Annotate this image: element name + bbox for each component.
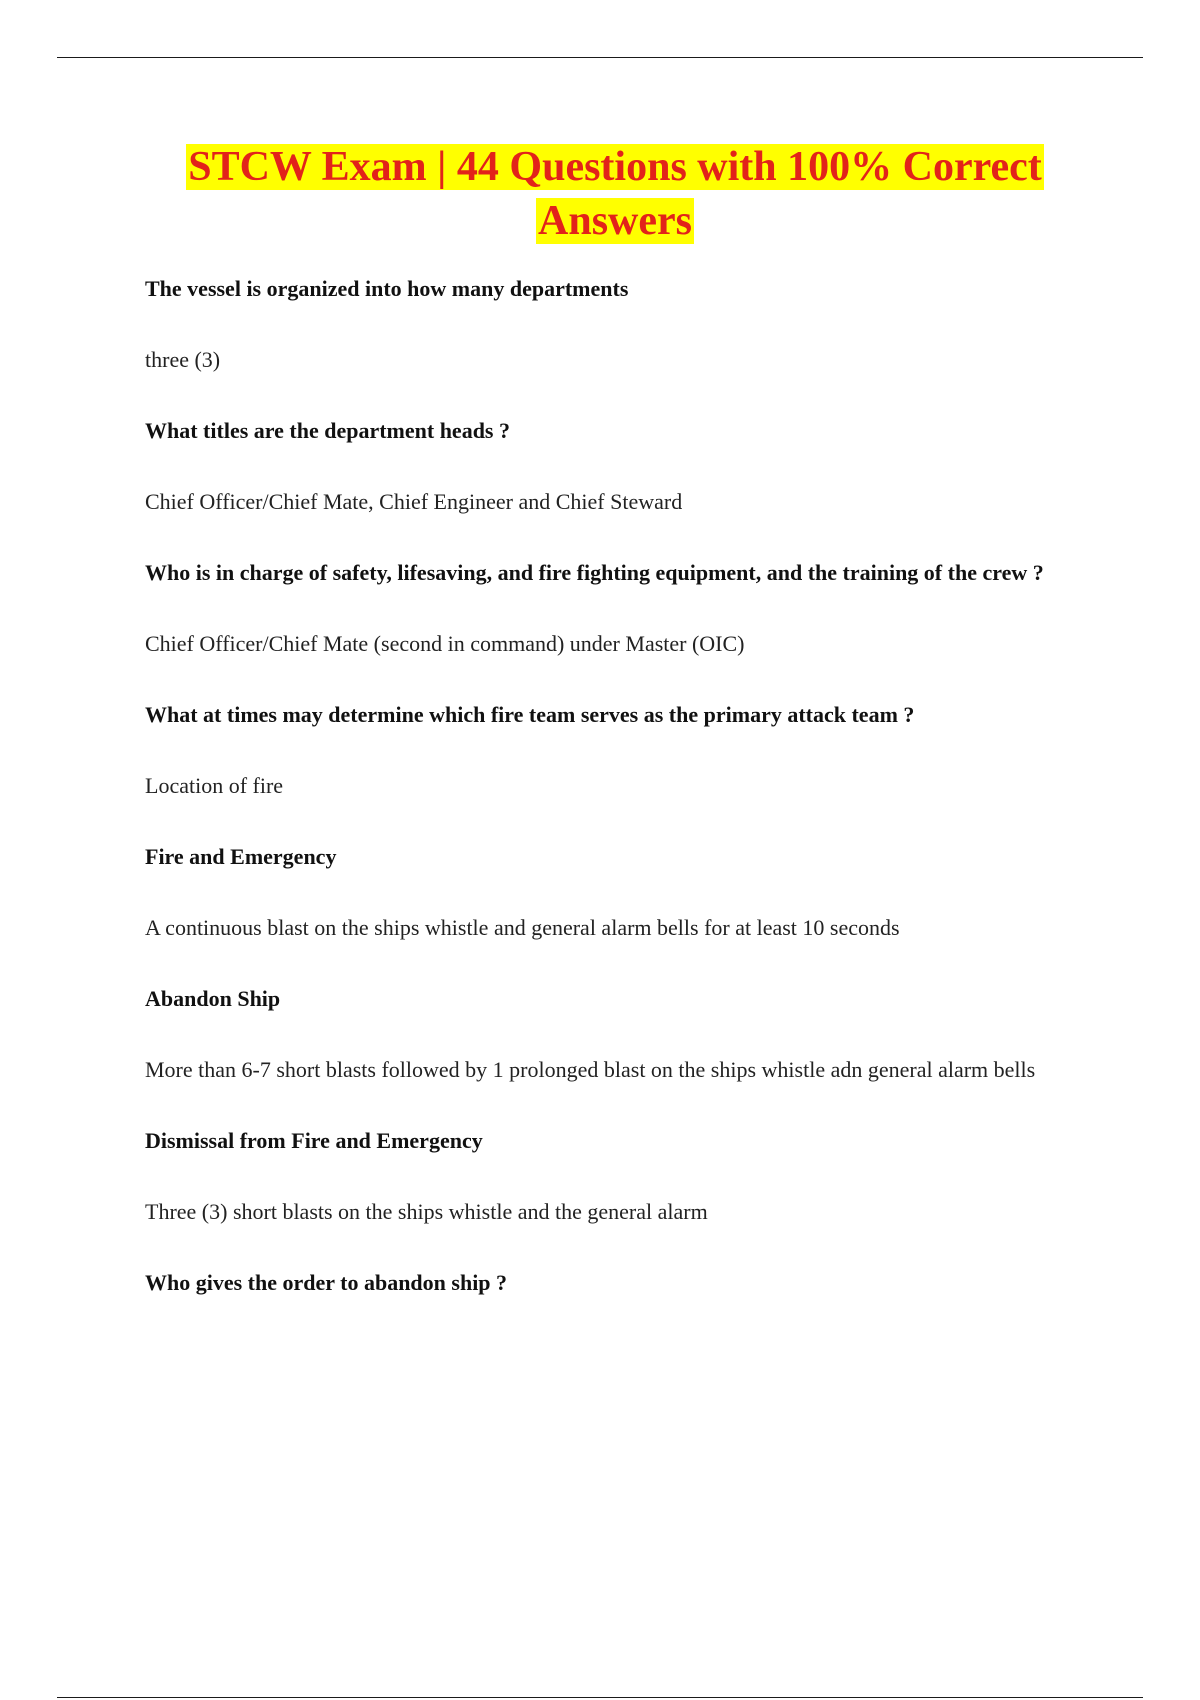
qa-item-3 bbox=[145, 544, 1085, 672]
question: What at times may determine which fire team serves as the primary attack team ? bbox=[145, 702, 915, 727]
document-page bbox=[145, 140, 1085, 1311]
document-title bbox=[145, 140, 1085, 248]
question: Fire and Emergency bbox=[145, 844, 337, 869]
question: What titles are the department heads ? bbox=[145, 418, 510, 443]
answer: Chief Officer/Chief Mate (second in command) under Master (OIC) bbox=[145, 631, 745, 656]
top-rule bbox=[57, 57, 1143, 58]
answer: Chief Officer/Chief Mate, Chief Engineer and Chief Steward bbox=[145, 489, 683, 514]
qa-item-8 bbox=[145, 1254, 1085, 1311]
qa-item-7 bbox=[145, 1112, 1085, 1240]
question: The vessel is organized into how many departments bbox=[145, 276, 629, 301]
title-line-1: STCW Exam | 44 Questions with 100% Correct bbox=[188, 144, 1042, 190]
answer: Location of fire bbox=[145, 773, 284, 798]
question: Who gives the order to abandon ship ? bbox=[145, 1270, 508, 1295]
question: Dismissal from Fire and Emergency bbox=[145, 1128, 483, 1153]
answer: three (3) bbox=[145, 347, 221, 372]
qa-item-5 bbox=[145, 828, 1085, 956]
qa-item-6 bbox=[145, 970, 1085, 1098]
qa-item-4 bbox=[145, 686, 1085, 814]
bottom-rule bbox=[57, 1697, 1143, 1698]
qa-item-2 bbox=[145, 402, 1085, 530]
question: Who is in charge of safety, lifesaving, and fire fighting equipment, and the training of the crew ? bbox=[145, 560, 1044, 585]
qa-item-1 bbox=[145, 260, 1085, 388]
answer: A continuous blast on the ships whistle and general alarm bells for at least 10 seconds bbox=[145, 915, 900, 940]
title-line-2: Answers bbox=[538, 198, 692, 244]
answer: Three (3) short blasts on the ships whistle and the general alarm bbox=[145, 1199, 708, 1224]
answer: More than 6-7 short blasts followed by 1 prolonged blast on the ships whistle adn general alarm bells bbox=[145, 1057, 1036, 1082]
question: Abandon Ship bbox=[145, 986, 281, 1011]
